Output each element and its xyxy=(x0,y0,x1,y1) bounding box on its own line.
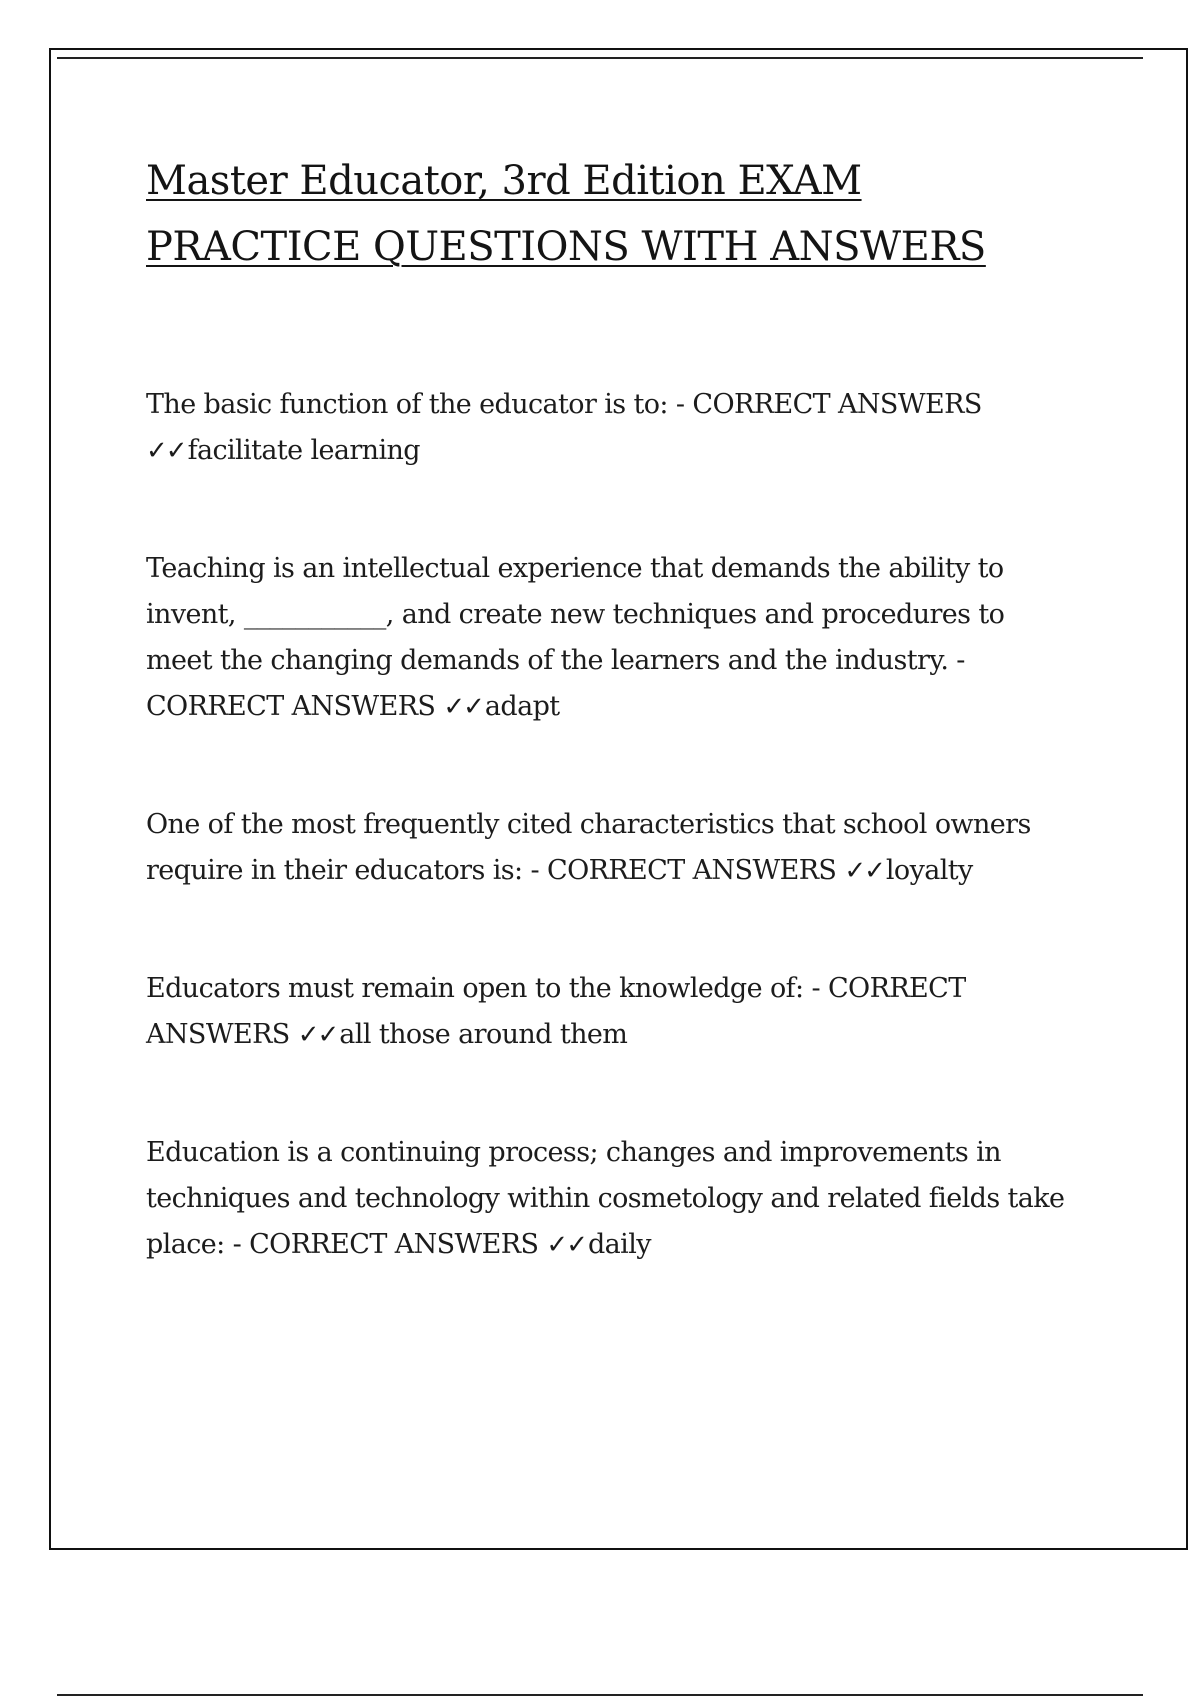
answer-text: adapt xyxy=(484,691,560,722)
top-rule xyxy=(57,57,1143,59)
double-check-icon: ✓✓ xyxy=(297,1020,338,1050)
document-body xyxy=(146,148,1076,1340)
question-item xyxy=(146,546,1076,730)
question-text: One of the most frequently cited characteristics that school owners require in their educators is: - CORRECT ANSWERS xyxy=(146,809,1039,886)
question-text: Teaching is an intellectual experience that demands the ability to invent, ___________, and create new techniques and procedures to meet the changing demands of the learners and the industry. - CORRECT ANSWERS xyxy=(146,553,1013,722)
answer-text: daily xyxy=(587,1229,651,1260)
double-check-icon: ✓✓ xyxy=(844,856,884,886)
question-text: The basic function of the educator is to: - CORRECT ANSWERS xyxy=(146,389,990,420)
answer-text: all those around them xyxy=(339,1019,628,1050)
question-list xyxy=(146,382,1076,1268)
question-item xyxy=(146,966,1076,1058)
question-item xyxy=(146,802,1076,894)
question-text: Education is a continuing process; changes and improvements in techniques and technology within cosmetology and related fields take place: - CORRECT ANSWERS xyxy=(146,1137,1073,1260)
document-title: Master Educator, 3rd Edition EXAM PRACTICE QUESTIONS WITH ANSWERS xyxy=(146,158,986,270)
question-item xyxy=(146,1130,1076,1268)
question-item xyxy=(146,382,1076,474)
double-check-icon: ✓✓ xyxy=(443,692,483,722)
answer-text: loyalty xyxy=(885,855,973,886)
double-check-icon: ✓✓ xyxy=(146,436,186,466)
question-text: Educators must remain open to the knowledge of: - CORRECT ANSWERS xyxy=(146,973,974,1050)
double-check-icon: ✓✓ xyxy=(546,1230,586,1260)
bottom-rule xyxy=(57,1694,1143,1696)
answer-text: facilitate learning xyxy=(187,435,420,466)
